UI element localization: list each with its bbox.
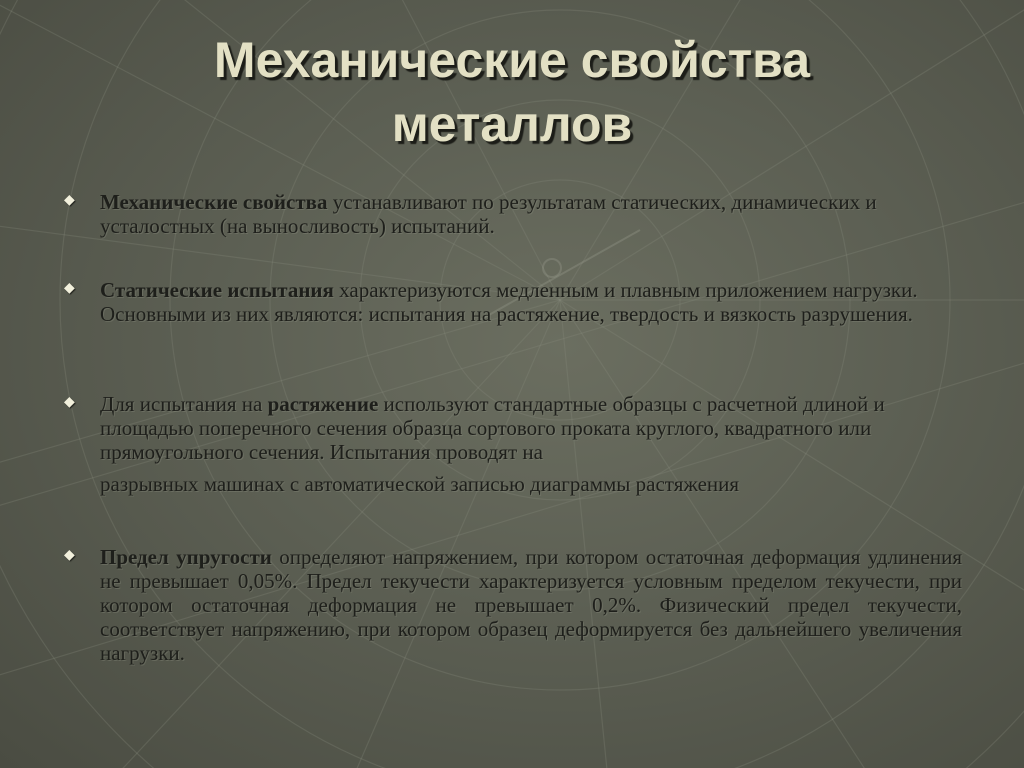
bullet-bold-term: растяжение — [267, 392, 379, 416]
bullet-text: характеризуются медленным и плавным приложением нагрузки. Основными из них являются: испытания на растяжение, твердость и вязкость разрушения. — [100, 278, 918, 326]
bullet-item — [66, 190, 962, 238]
title-line-2: металлов — [391, 96, 633, 152]
bullet-bold-term: Статические испытания — [100, 278, 334, 302]
bullet-item — [66, 278, 962, 326]
bullet-text-prefix: Для испытания на — [100, 392, 268, 416]
bullet-text: используют стандартные образцы с расчетной длиной и площадью поперечного сечения образца сортового проката круглого, квадратного или прямоугольного сечения. Испытания проводят на — [100, 392, 885, 464]
bullet-text-last-line: разрывных машинах с автоматической записью диаграммы растяжения — [100, 472, 740, 496]
slide-title — [0, 28, 1024, 156]
bullet-text: устанавливают по результатам статических, динамических и усталостных (на выносливость) испытаний. — [100, 190, 877, 238]
bullet-text: определяют напряжением, при котором остаточная деформация удлинения не превышает 0,05%. Предел текучести характеризуется условным пределом текучести, при котором остаточная деформация не превышает 0,2%. Физический предел текучести, соответствует напряжению, при котором образец деформируется без дальнейшего увеличения нагрузки. — [100, 545, 962, 665]
bullet-bold-term: Предел упругости — [100, 545, 272, 569]
bullet-item — [66, 545, 962, 665]
bullet-item — [66, 392, 962, 496]
bullet-bold-term: Механические свойства — [100, 190, 328, 214]
diamond-bullet-icon: ◆ — [64, 281, 75, 296]
diamond-bullet-icon: ◆ — [64, 193, 75, 208]
diamond-bullet-icon: ◆ — [64, 395, 75, 410]
title-line-1: Механические свойства — [213, 32, 811, 88]
diamond-bullet-icon: ◆ — [64, 548, 75, 563]
